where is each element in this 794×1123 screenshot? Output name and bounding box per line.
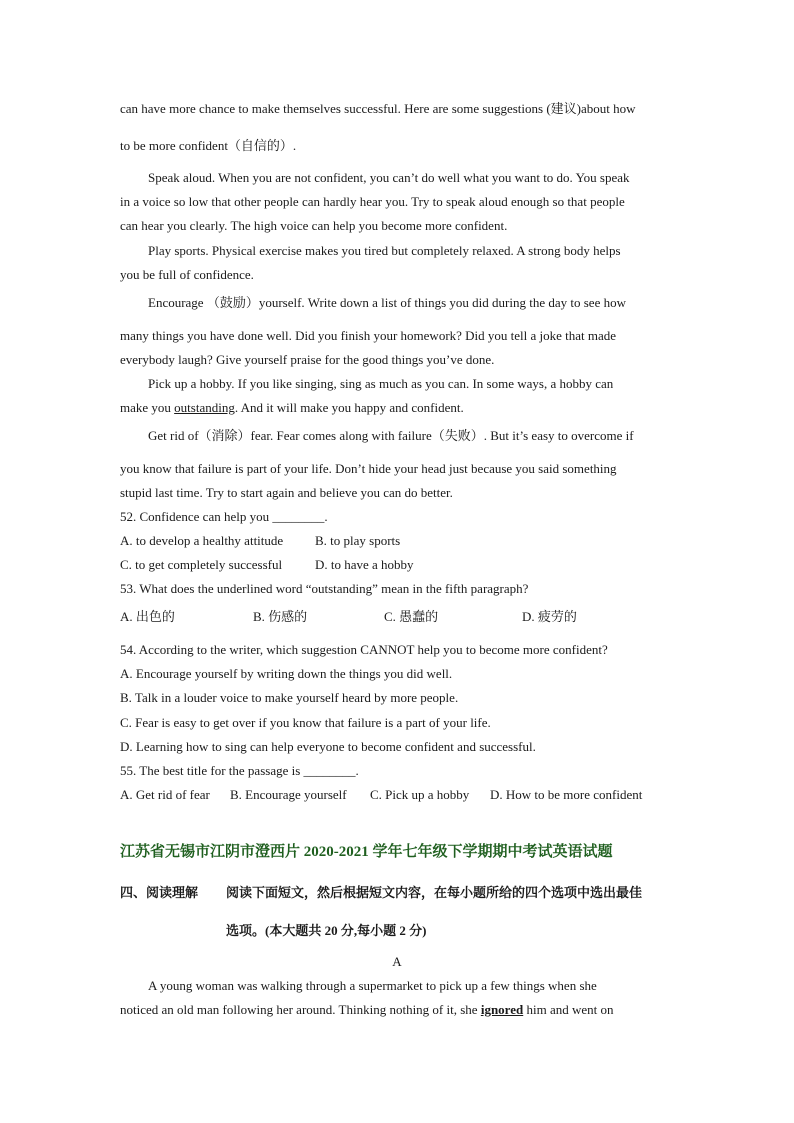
option: B. 伤感的 — [253, 609, 308, 624]
passage-letter: A — [392, 954, 402, 969]
text-line: you know that failure is part of your life. Don’t hide your head just because you said something — [120, 461, 617, 476]
option: C. Pick up a hobby — [370, 787, 470, 802]
text-line — [120, 400, 464, 416]
text-line: Get rid of（消除）fear. Fear comes along with failure（失败）. But it’s easy to overcome if — [148, 428, 634, 443]
option: B. Talk in a louder voice to make yourself heard by more people. — [120, 690, 459, 705]
text-line: Encourage （鼓励）yourself. Write down a list of things you did during the day to see how — [148, 295, 626, 310]
text-line: everybody laugh? Give yourself praise for the good things you’ve done. — [120, 352, 495, 367]
text-line: to be more confident（自信的）. — [120, 138, 297, 153]
option: D. 疲劳的 — [522, 609, 577, 624]
option: C. to get completely successful — [120, 557, 283, 572]
text-span: him and went on — [523, 1002, 614, 1017]
text-line: stupid last time. Try to start again and believe you can do better. — [120, 485, 453, 500]
section-instruction: 阅读下面短文，然后根据短文内容，在每小题所给的四个选项中选出最佳 — [226, 885, 643, 900]
text-line: you be full of confidence. — [120, 267, 254, 282]
text-span: . And it will make you happy and confident. — [234, 400, 464, 415]
option: B. Encourage yourself — [230, 787, 347, 802]
text-span: make you — [120, 400, 175, 415]
section-number: 四、阅读理解 — [120, 885, 199, 900]
text-line: can have more chance to make themselves successful. Here are some suggestions (建议)about how — [120, 101, 636, 116]
section-instruction: 选项。(本大题共 20 分,每小题 2 分) — [226, 923, 427, 938]
option: C. Fear is easy to get over if you know that failure is a part of your life. — [120, 715, 491, 730]
underlined-word: outstanding — [174, 400, 235, 415]
text-line: many things you have done well. Did you finish your homework? Did you tell a joke that made — [120, 328, 617, 343]
option: D. to have a hobby — [315, 557, 414, 572]
question-52: 52. Confidence can help you ________. — [120, 509, 328, 524]
question-55: 55. The best title for the passage is ________. — [120, 763, 359, 778]
text-line: Play sports. Physical exercise makes you tired but completely relaxed. A strong body helps — [148, 243, 621, 258]
exam-title: 江苏省无锡市江阴市澄西片 2020-2021 学年七年级下学期期中考试英语试题 — [120, 844, 613, 860]
text-line: in a voice so low that other people can hardly hear you. Try to speak aloud enough so that people — [120, 194, 625, 209]
option: A. 出色的 — [120, 609, 175, 624]
text-line: can hear you clearly. The high voice can help you become more confident. — [120, 218, 508, 233]
text-line: A young woman was walking through a supermarket to pick up a few things when she — [148, 978, 597, 993]
option: B. to play sports — [315, 533, 401, 548]
text-line — [120, 1002, 613, 1018]
text-line: Speak aloud. When you are not confident, you can’t do well what you want to do. You speak — [148, 170, 630, 185]
option: A. to develop a healthy attitude — [120, 533, 284, 548]
text-span: noticed an old man following her around. Thinking nothing of it, she — [120, 1002, 481, 1017]
option: D. How to be more confident — [490, 787, 643, 802]
option: A. Encourage yourself by writing down the things you did well. — [120, 666, 453, 681]
text-line: Pick up a hobby. If you like singing, sing as much as you can. In some ways, a hobby can — [148, 376, 614, 391]
question-53: 53. What does the underlined word “outstanding” mean in the fifth paragraph? — [120, 581, 529, 596]
question-54: 54. According to the writer, which suggestion CANNOT help you to become more confident? — [120, 642, 608, 657]
option: D. Learning how to sing can help everyone to become confident and successful. — [120, 739, 536, 754]
option: A. Get rid of fear — [120, 787, 210, 802]
option: C. 愚蠢的 — [384, 609, 439, 624]
underlined-word: ignored — [480, 1002, 524, 1017]
